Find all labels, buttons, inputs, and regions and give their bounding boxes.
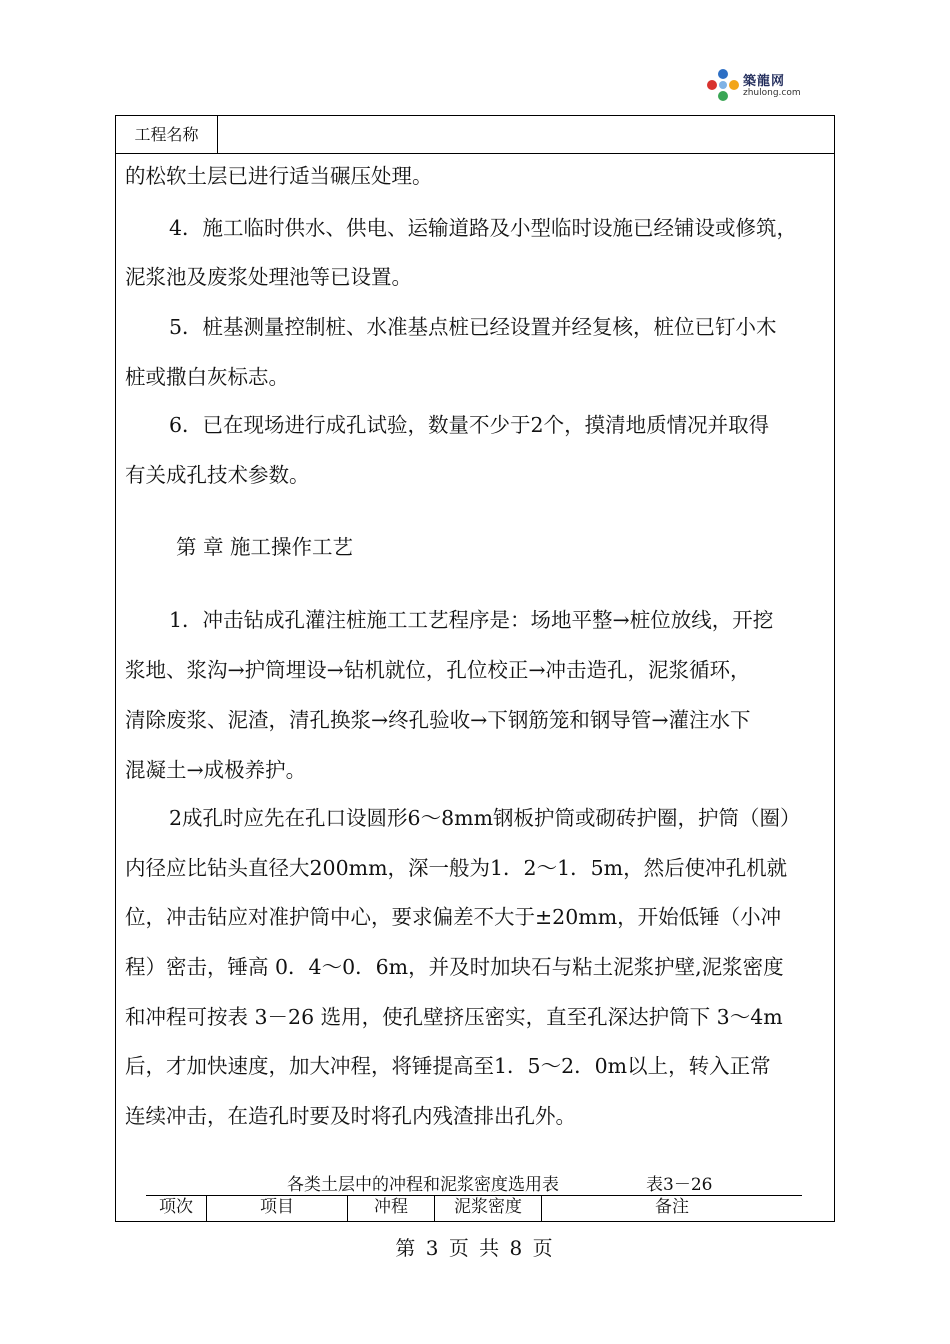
chapter-heading: 第 章 施工操作工艺 [176,535,354,559]
body-line: 连续冲击，在造孔时要及时将孔内残渣排出孔外。 [125,1104,576,1128]
project-name-value [218,116,834,153]
table-header-cell: 项目 [207,1196,348,1221]
body-line: 内径应比钻头直径大200mm，深一般为1．2～1．5m，然后使冲孔机就 [125,856,788,880]
body-line: 程）密击，锤高 0．4～0．6m，并及时加块石与粘土泥浆护壁,泥浆密度 [125,955,784,979]
body-line: 的松软土层已进行适当碾压处理。 [125,164,433,188]
body-line: 2成孔时应先在孔口设圆形6～8mm钢板护筒或砌砖护圈，护筒（圈） [169,806,801,830]
body-line: 清除废浆、泥渣，清孔换浆→终孔验收→下钢筋笼和钢导管→灌注水下 [125,708,751,732]
body-line: 混凝土→成极养护。 [125,758,307,782]
logo-brand-text: 築龍网 [743,74,786,89]
project-name-label: 工程名称 [116,116,218,153]
table-number: 表3－26 [646,1175,713,1195]
table-title: 各类土层中的冲程和泥浆密度选用表 [287,1175,559,1195]
header-row [116,116,834,154]
body-line: 浆地、浆沟→护筒埋设→钻机就位，孔位校正→冲击造孔，泥浆循环， [125,658,751,682]
body-line: 位，冲击钻应对准护筒中心，要求偏差不大于±20mm，开始低锤（小冲 [125,905,782,929]
body-line: 桩或撒白灰标志。 [125,365,289,389]
page-footer: 第 3 页 共 8 页 [395,1236,555,1260]
table-header-cell: 泥浆密度 [435,1196,542,1221]
body-line: 5．桩基测量控制桩、水准基点桩已经设置并经复核，桩位已钉小木 [169,315,777,339]
table-header-cell: 项次 [146,1196,207,1221]
document-frame [115,115,835,1222]
zhulong-logo [706,66,816,104]
table-header-cell: 冲程 [348,1196,435,1221]
body-line: 1．冲击钻成孔灌注桩施工工艺程序是：场地平整→桩位放线，开挖 [169,608,774,632]
table-header-row [146,1195,802,1221]
body-line: 和冲程可按表 3－26 选用，使孔壁挤压密实，直至孔深达护筒下 3～4m [125,1005,783,1029]
body-line: 4．施工临时供水、供电、运输道路及小型临时设施已经铺设或修筑， [169,216,798,240]
body-line: 后，才加快速度，加大冲程，将锤提高至1．5～2．0m以上，转入正常 [125,1054,771,1078]
table-header-cell: 备注 [655,1197,689,1217]
body-line: 6．已在现场进行成孔试验，数量不少于2个，摸清地质情况并取得 [169,413,770,437]
body-line: 有关成孔技术参数。 [125,463,310,487]
logo-domain-text: zhulong.com [743,88,801,98]
zhulong-logo-icon [706,68,740,102]
body-line: 泥浆池及废浆处理池等已设置。 [125,265,412,289]
